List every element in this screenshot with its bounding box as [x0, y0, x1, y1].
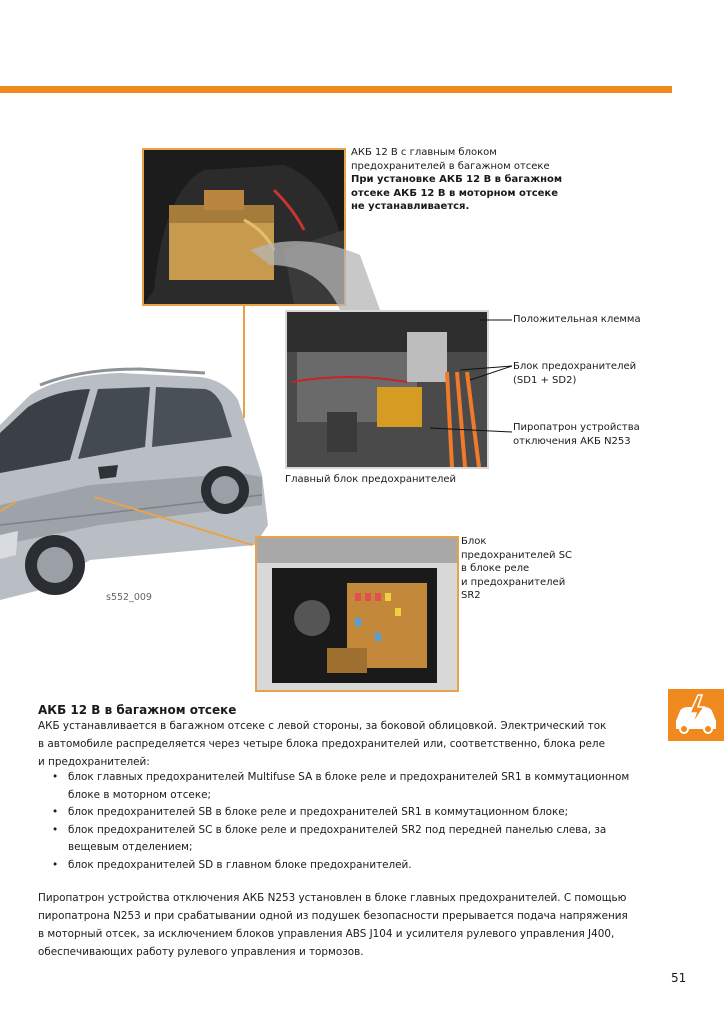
- fuse-block-list: [38, 769, 658, 874]
- car-electric-icon: [668, 689, 724, 741]
- caption-pointers: [430, 310, 515, 445]
- list-item: • блок предохранителей SB в блоке реле и предохранителей SR1 в коммутационном блоке;: [38, 804, 658, 822]
- pyro-paragraph: Пиропатрон устройства отключения АКБ N253 установлен в блоке главных предохранителей. С помощью пиропатрона N253 и при срабатывании одной из подушек безопасности прерывается подача напряжения в моторный отсек, за исключением блоков управления ABS J104 и усилителя рулевого управления J400, обеспечивающих работу рулевого управления и тормозов.: [38, 892, 628, 958]
- car-illustration: [0, 355, 275, 610]
- chapter-tab: [668, 689, 724, 741]
- list-item: • блок предохранителей SC в блоке реле и предохранителей SR2 под передней панелью слева, за вещевым отделением;: [38, 822, 658, 857]
- list-item: • блок главных предохранителей Multifuse SA в блоке реле и предохранителей SR1 в коммутационном блоке в моторном отсеке;: [38, 769, 658, 804]
- photo-fuse-block-sc: [255, 536, 459, 692]
- caption-fuse-block-sd: Блок предохранителей (SD1 + SD2): [513, 361, 637, 386]
- list-item: • блок предохранителей SD в главном блоке предохранителей.: [38, 857, 658, 875]
- caption-battery: АКБ 12 В с главным блоком предохранителей в багажном отсеке При установке АКБ 12 В в багажном отсеке АКБ 12 В в моторном отсеке не устанавливается.: [351, 147, 563, 212]
- page-number: 51: [671, 971, 687, 985]
- caption-positive-terminal: Положительная клемма: [513, 314, 641, 325]
- caption-fuse-block-sc: Блок предохранителей SC в блоке реле и предохранителей SR2: [461, 536, 573, 601]
- zoom-connector: [250, 230, 390, 315]
- section-heading: АКБ 12 В в багажном отсеке: [38, 703, 237, 717]
- caption-main-fuse-block: Главный блок предохранителей: [285, 474, 457, 485]
- leader-battery-photo: [243, 303, 245, 418]
- header-accent-bar: [0, 86, 672, 93]
- intro-paragraph: АКБ устанавливается в багажном отсеке с левой стороны, за боковой облицовкой. Электрический ток в автомобиле распределяется через четыре блока предохранителей или, соответственно, блока реле и предохранителей:: [38, 720, 607, 768]
- caption-pyro: Пиропатрон устройства отключения АКБ N253: [513, 422, 640, 447]
- figure-id: s552_009: [106, 592, 152, 603]
